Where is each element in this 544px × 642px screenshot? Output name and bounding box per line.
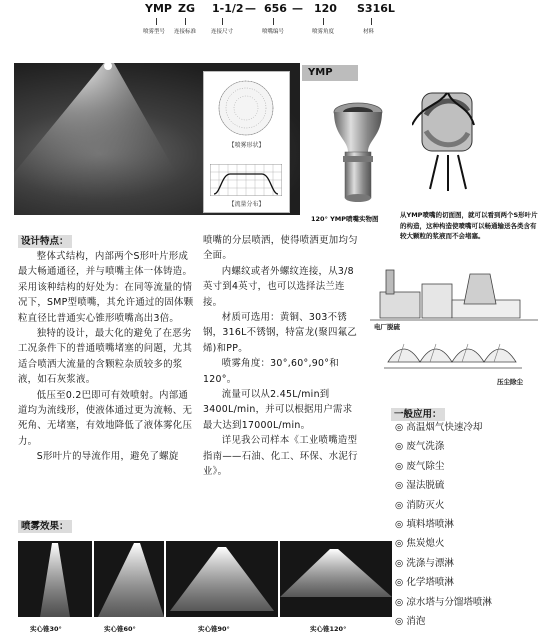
code-standard: ZG xyxy=(178,2,196,15)
caption-size: 连接尺寸 xyxy=(211,29,234,35)
code-tick xyxy=(273,18,274,25)
application-item xyxy=(395,554,540,573)
spray-shape-caption: 【喷雾形状】 xyxy=(228,142,265,149)
code-dash-2: — xyxy=(292,2,303,15)
design-paragraph: 整体式结构，内部两个S形叶片形成最大畅通通径，并与喷嘴主体一体铸造。采用该种结构的好处为：在同等流量的情况下，SMP型喷嘴，其允许通过的固体颗粒直径比普通实心锥形喷嘴高出3倍。 xyxy=(18,251,194,324)
power-plant-illustration xyxy=(370,264,538,324)
bullet-icon: ◎ xyxy=(395,596,404,608)
cone-caption-60: 实心锥60° xyxy=(104,625,136,633)
cutaway-caption: 从YMP喷嘴的切面图，就可以看到两个S形叶片的构造，这种构造使喷嘴可以畅通输送各类含有较大颗粒的浆液而不会堵塞。 xyxy=(400,211,538,241)
code-tick xyxy=(185,18,186,25)
cone-photo-30 xyxy=(18,541,92,617)
design-paragraph: 喷雾角度：30°,60°,90°和120°。 xyxy=(203,358,339,385)
application-item xyxy=(395,593,540,612)
design-paragraph: 喷嘴的分层喷洒，使得喷洒更加均匀全面。 xyxy=(203,235,358,262)
cone-caption-120: 实心锥120° xyxy=(310,625,347,633)
design-paragraph: 内螺纹或者外螺纹连接，从3/8英寸到4英寸，也可以选择法兰连接。 xyxy=(203,265,354,308)
bullet-icon: ◎ xyxy=(395,422,404,433)
application-label: 废气除尘 xyxy=(406,460,445,472)
caption-angle: 喷雾角度 xyxy=(312,29,335,35)
nozzle-photo xyxy=(330,100,386,210)
application-item xyxy=(395,515,540,534)
application-label: 消防灭火 xyxy=(406,499,445,511)
code-tick xyxy=(156,18,157,25)
design-paragraph: 低压至0.2巴即可有效喷射。内部通道均为流线形，使液体通过更为流畅、无死角、无堵塞，有效地降低了液体雾化压力。 xyxy=(18,389,193,447)
design-title xyxy=(18,233,72,247)
flow-distribution-caption: 【流量分布】 xyxy=(228,201,265,208)
application-item xyxy=(395,612,540,631)
application-item xyxy=(395,534,540,553)
code-tick xyxy=(371,18,372,25)
application-label: 湿法脱硫 xyxy=(406,480,445,492)
bullet-icon: ◎ xyxy=(395,480,404,492)
code-angle: 120 xyxy=(314,2,337,15)
code-series: YMP xyxy=(145,2,172,15)
design-paragraph: 材质可选用：黄铜、303不锈钢，316L不锈钢，特富龙(聚四氟乙烯)和PP。 xyxy=(203,312,358,354)
flow-distribution-icon xyxy=(210,164,282,196)
design-title-text: 设计特点： xyxy=(18,235,72,248)
application-label: 洗涤与漂淋 xyxy=(406,557,454,569)
spray-shape-icon xyxy=(216,78,276,138)
cutaway-diagram xyxy=(412,85,484,195)
design-paragraph: 独特的设计，最大化的避免了在恶劣工况条件下的普通喷嘴堵塞的问题，尤其适合喷洒大流量的含颗粒杂质较多的浆液，如石灰浆液。 xyxy=(18,328,193,386)
application-item xyxy=(395,496,540,515)
design-paragraph: 详见我公司样本《工业喷嘴造型指南——石油、化工、环保、水泥行业》。 xyxy=(203,435,358,478)
caption-material: 材料 xyxy=(363,29,375,35)
code-size: 1-1/2 xyxy=(212,2,244,15)
design-paragraph: 流量可以从2.45L/min到3400L/min，并可以根据用户需求最大达到17000L/min。 xyxy=(203,389,353,431)
application-label: 填料塔喷淋 xyxy=(406,519,454,531)
dust-label: 压尘除尘 xyxy=(497,378,523,386)
cone-photo-60 xyxy=(94,541,164,617)
application-label: 废气洗涤 xyxy=(406,441,445,453)
bullet-icon: ◎ xyxy=(395,557,404,569)
code-tick xyxy=(323,18,324,25)
application-item xyxy=(395,457,540,476)
application-item xyxy=(395,437,540,456)
product-tag: YMP xyxy=(302,65,358,81)
application-label: 化学塔喷淋 xyxy=(406,577,454,589)
cone-photo-120 xyxy=(280,541,392,617)
spray-effects-title xyxy=(18,518,72,532)
application-label: 凉水塔与分馏塔喷淋 xyxy=(406,596,492,608)
spray-effects-title-text: 喷雾效果： xyxy=(18,520,72,533)
cone-caption-90: 实心锥90° xyxy=(198,625,230,633)
application-label: 高温烟气快速冷却 xyxy=(406,422,483,433)
bullet-icon: ◎ xyxy=(395,499,404,511)
code-dash-1: — xyxy=(245,2,256,15)
design-paragraph: S形叶片的导流作用，避免了螺旋 xyxy=(36,451,179,463)
bullet-icon: ◎ xyxy=(395,577,404,589)
bullet-icon: ◎ xyxy=(395,538,404,550)
applications-list xyxy=(395,418,540,631)
application-item xyxy=(395,418,540,437)
cone-photo-90 xyxy=(166,541,278,617)
bullet-icon: ◎ xyxy=(395,460,404,472)
nozzle-photo-caption: 120° YMP喷嘴实物图 xyxy=(311,215,379,223)
dust-suppression-illustration xyxy=(384,332,524,376)
bullet-icon: ◎ xyxy=(395,519,404,531)
plant-label: 电厂脱硫 xyxy=(374,323,400,331)
caption-standard: 连接标准 xyxy=(174,29,197,35)
code-number: 656 xyxy=(264,2,287,15)
application-label: 焦炭熄火 xyxy=(406,538,445,550)
application-item xyxy=(395,476,540,495)
bullet-icon: ◎ xyxy=(395,616,404,628)
code-material: S316L xyxy=(357,2,395,15)
caption-number: 喷嘴编号 xyxy=(262,29,285,35)
cone-caption-30: 实心锥30° xyxy=(30,625,62,633)
design-left-column xyxy=(18,249,196,465)
code-tick xyxy=(222,18,223,25)
caption-series: 喷雾型号 xyxy=(143,29,166,35)
application-item xyxy=(395,573,540,592)
spray-diagram-panel xyxy=(203,71,290,213)
design-right-column xyxy=(203,233,359,480)
application-label: 消泡 xyxy=(406,616,426,628)
bullet-icon: ◎ xyxy=(395,441,404,453)
applications-title-text: 一般应用： xyxy=(391,408,445,421)
